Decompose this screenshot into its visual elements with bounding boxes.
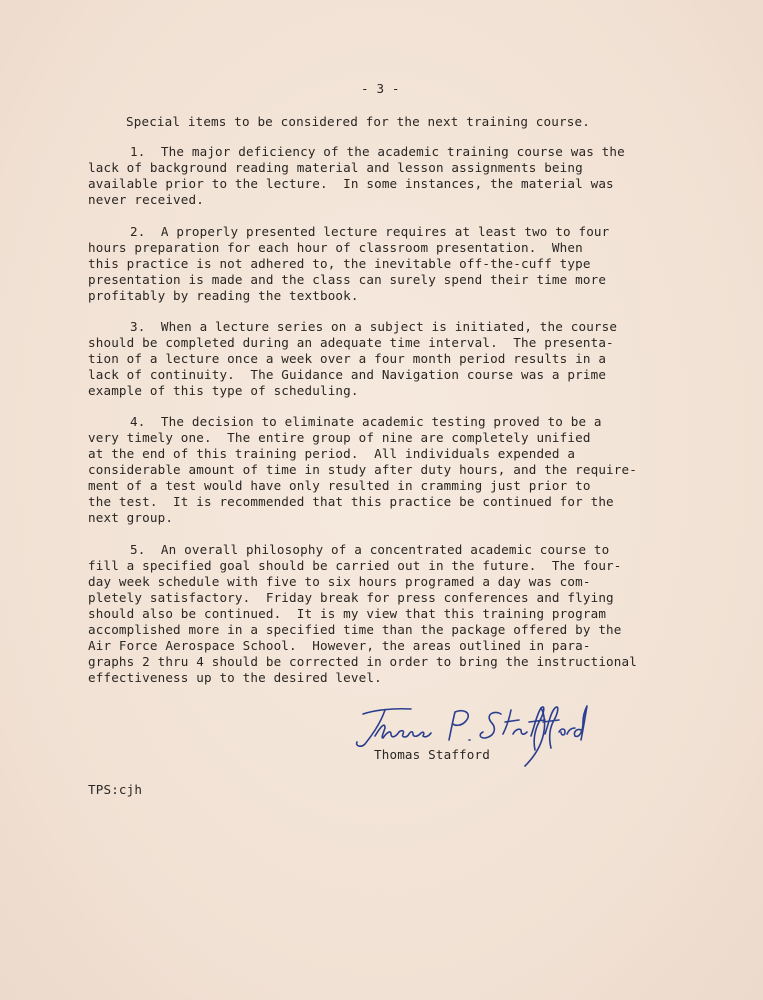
paragraph-line: fill a specified goal should be carried out in the future. The four- — [88, 558, 622, 573]
paragraph-line: next group. — [88, 510, 174, 525]
paragraph-line: 3. When a lecture series on a subject is initiated, the course — [130, 319, 618, 334]
paragraph-line: very timely one. The entire group of nine are completely unified — [88, 430, 591, 445]
typist-initials: TPS:cjh — [88, 782, 143, 797]
section-heading: Special items to be considered for the next training course. — [126, 114, 590, 129]
page-number: - 3 - — [361, 81, 400, 96]
paragraph-line: effectiveness up to the desired level. — [88, 670, 382, 685]
paragraph-line: this practice is not adhered to, the inevitable off-the-cuff type — [88, 256, 591, 271]
paragraph-line: day week schedule with five to six hours programed a day was com- — [88, 574, 591, 589]
paragraph-line: Air Force Aerospace School. However, the areas outlined in para- — [88, 638, 591, 653]
paragraph-line: at the end of this training period. All individuals expended a — [88, 446, 576, 461]
paragraph-4 — [88, 414, 668, 526]
paragraph-line: 4. The decision to eliminate academic testing proved to be a — [130, 414, 602, 429]
paragraph-line: never received. — [88, 192, 204, 207]
paragraph-line: pletely satisfactory. Friday break for press conferences and flying — [88, 590, 614, 605]
paragraph-line: lack of background reading material and lesson assignments being — [88, 160, 583, 175]
paragraph-line: example of this type of scheduling. — [88, 383, 359, 398]
paragraph-line: ment of a test would have only resulted in cramming just prior to — [88, 478, 591, 493]
signer-name: Thomas Stafford — [374, 747, 490, 762]
paragraph-line: 5. An overall philosophy of a concentrated academic course to — [130, 542, 610, 557]
paragraph-line: the test. It is recommended that this practice be continued for the — [88, 494, 614, 509]
paragraph-line: available prior to the lecture. In some instances, the material was — [88, 176, 614, 191]
paragraph-3 — [88, 319, 668, 399]
paragraph-line: lack of continuity. The Guidance and Navigation course was a prime — [88, 367, 607, 382]
paragraph-5 — [88, 542, 668, 686]
paragraph-line: should be completed during an adequate time interval. The presenta- — [88, 335, 614, 350]
paragraph-line: graphs 2 thru 4 should be corrected in order to bring the instructional — [88, 654, 637, 669]
paragraph-line: hours preparation for each hour of classroom presentation. When — [88, 240, 583, 255]
paragraph-1 — [88, 144, 668, 208]
paragraph-line: profitably by reading the textbook. — [88, 288, 359, 303]
paragraph-line: considerable amount of time in study after duty hours, and the require- — [88, 462, 637, 477]
paragraph-line: 2. A properly presented lecture requires at least two to four — [130, 224, 610, 239]
paragraph-2 — [88, 224, 668, 304]
paragraph-line: accomplished more in a specified time than the package offered by the — [88, 622, 622, 637]
paragraph-line: presentation is made and the class can surely spend their time more — [88, 272, 607, 287]
paragraph-line: should also be continued. It is my view that this training program — [88, 606, 607, 621]
paragraph-line: tion of a lecture once a week over a four month period results in a — [88, 351, 607, 366]
paragraph-line: 1. The major deficiency of the academic training course was the — [130, 144, 625, 159]
